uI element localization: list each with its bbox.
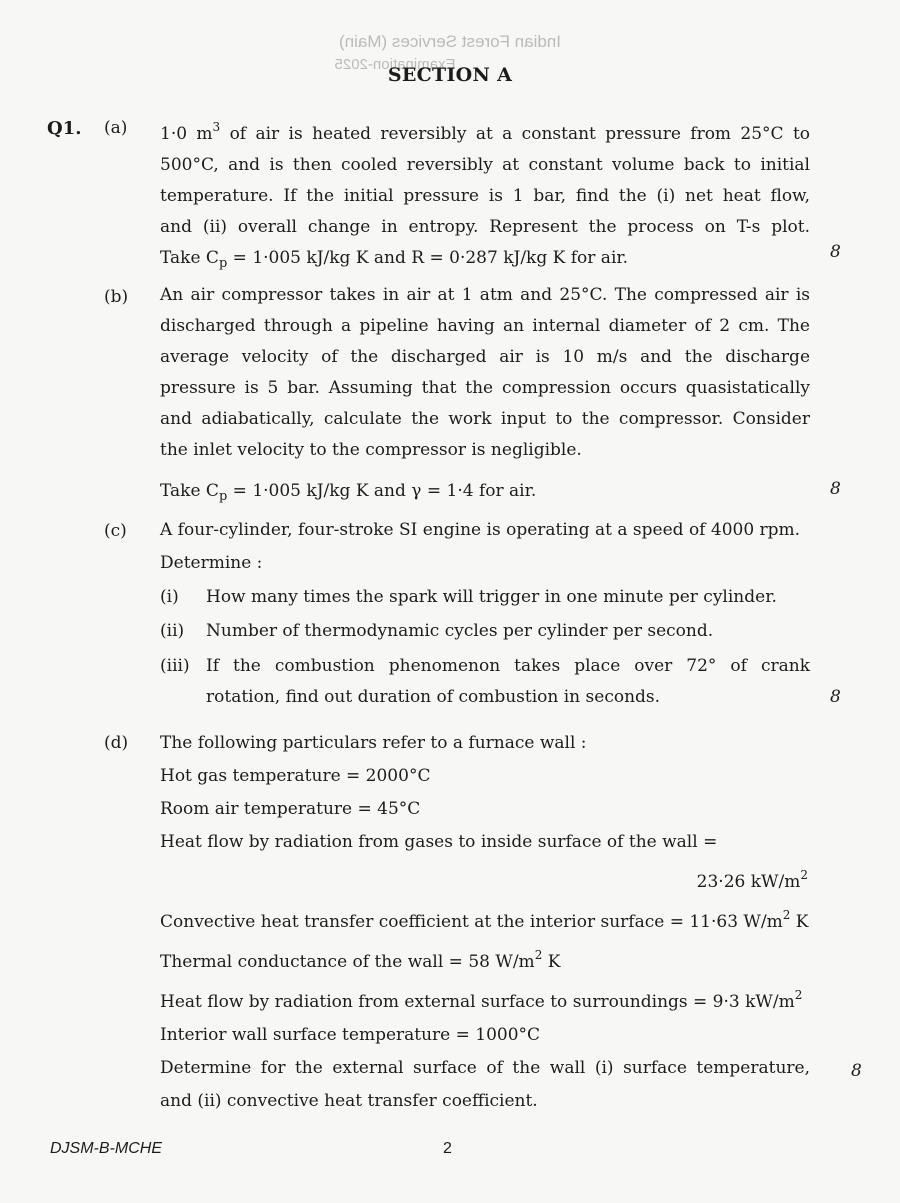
text-line: 1·0 $m^3$ of air is heated reversibly at a constant pressure from 25°C to bbox=[160, 120, 811, 144]
text-line: Number of thermodynamic cycles per cylinder per second. bbox=[206, 621, 714, 641]
part-label: (c) bbox=[104, 521, 127, 541]
text-line: Take $C_p = 1\cdot 005$ kJ/kg K and R = 0·287 kJ/kg K for air. bbox=[160, 248, 629, 271]
marks: 8 bbox=[830, 479, 841, 499]
text-line: A four-cylinder, four-stroke SI engine is operating at a speed of 4000 rpm. bbox=[160, 520, 801, 540]
text-line: Room air temperature = 45°C bbox=[160, 799, 421, 819]
part-label: (a) bbox=[104, 118, 128, 138]
section-title: SECTION A bbox=[387, 64, 513, 86]
part-text bbox=[160, 727, 810, 1118]
text-line: Take $C_p = 1\cdot 005$ kJ/kg K and γ = 1·4 for air. bbox=[160, 481, 537, 504]
subitem-ii bbox=[160, 614, 810, 648]
text-line: discharged through a pipeline having an internal diameter of 2 cm. The bbox=[160, 316, 810, 336]
text-line: How many times the spark will trigger in one minute per cylinder. bbox=[206, 587, 777, 607]
text-line: Interior wall surface temperature = 1000°C bbox=[160, 1025, 541, 1045]
text-line: Thermal conductance of the wall = 58 $W/m^2$ K bbox=[160, 948, 561, 972]
marks: 8 bbox=[851, 1061, 862, 1081]
text-line: Determine : bbox=[160, 553, 263, 573]
text-line: the inlet velocity to the compressor is negligible. bbox=[160, 440, 582, 460]
part-label: (d) bbox=[104, 733, 129, 753]
part-label: (b) bbox=[104, 287, 129, 307]
text-line: and (ii) overall change in entropy. Represent the process on T-s plot. bbox=[160, 217, 810, 237]
text-line: and (ii) convective heat transfer coefficient. bbox=[160, 1091, 538, 1111]
subitem-iii bbox=[160, 651, 810, 713]
part-text bbox=[160, 515, 810, 713]
subitem-label: (ii) bbox=[160, 621, 185, 641]
text-line: 500°C, and is then cooled reversibly at constant volume back to initial bbox=[160, 155, 810, 175]
bleed-through-text: Indian Forest Services (Main) bbox=[338, 32, 562, 51]
marks: 8 bbox=[830, 242, 841, 262]
text-line: Determine for the external surface of the wall (i) surface temperature, bbox=[160, 1058, 810, 1078]
text-line: Convective heat transfer coefficient at the interior surface = 11·63 $W/m^2$ K bbox=[160, 908, 809, 932]
text-line: Heat flow by radiation from gases to inside surface of the wall = bbox=[160, 832, 718, 852]
text-line: An air compressor takes in air at 1 atm and 25°C. The compressed air is bbox=[160, 285, 810, 305]
text-line: If the combustion phenomenon takes place over 72° of crank bbox=[206, 656, 810, 676]
page-number: 2 bbox=[443, 1140, 452, 1157]
bleed-through-text-2: Examination-2025 bbox=[334, 56, 456, 73]
text-line: Hot gas temperature = 2000°C bbox=[160, 766, 431, 786]
subitem-i bbox=[160, 580, 810, 614]
question-number: Q1. bbox=[47, 118, 82, 139]
text-line: rotation, find out duration of combustion in seconds. bbox=[206, 687, 661, 707]
text-line: temperature. If the initial pressure is 1 bar, find the (i) net heat flow, bbox=[160, 186, 810, 206]
subitem-label: (iii) bbox=[160, 656, 190, 676]
text-line: The following particulars refer to a furnace wall : bbox=[160, 733, 587, 753]
text-line: pressure is 5 bar. Assuming that the compression occurs quasistatically bbox=[160, 378, 810, 398]
part-text bbox=[160, 112, 810, 279]
text-line: 23·26 $kW/m^2$ bbox=[696, 868, 808, 892]
text-line: average velocity of the discharged air is 10 m/s and the discharge bbox=[160, 347, 810, 367]
paper-code: DJSM-B-MCHE bbox=[50, 1140, 162, 1157]
subitem-label: (i) bbox=[160, 587, 179, 607]
marks: 8 bbox=[830, 687, 841, 707]
part-text bbox=[160, 280, 810, 512]
text-line: Heat flow by radiation from external surface to surroundings = 9·3 $kW/m^2$ bbox=[160, 988, 803, 1012]
text-line: and adiabatically, calculate the work input to the compressor. Consider bbox=[160, 409, 810, 429]
